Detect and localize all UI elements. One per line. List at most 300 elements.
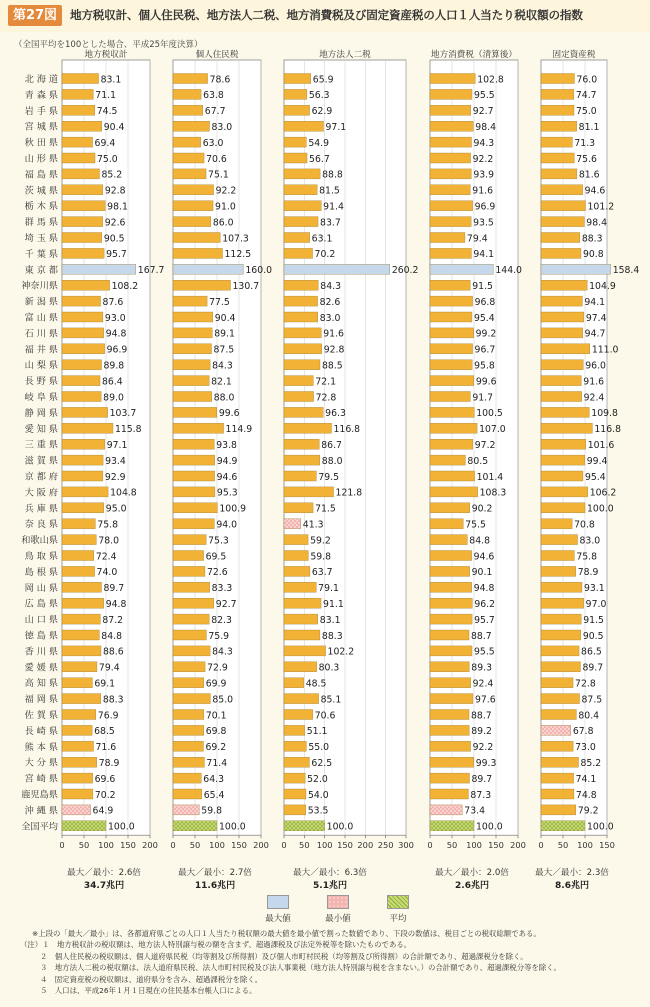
tick-label: 100	[209, 840, 225, 851]
data-label: 53.5	[307, 805, 329, 817]
category-label: 愛 知 県	[24, 423, 58, 435]
data-label: 92.2	[215, 185, 237, 197]
tick-label: 50	[189, 840, 201, 851]
bar	[430, 153, 471, 163]
data-label: 93.5	[473, 217, 494, 229]
data-label: 77.5	[209, 296, 230, 308]
data-label: 71.5	[315, 503, 336, 515]
legend	[248, 895, 448, 925]
category-label: 佐 賀 県	[24, 710, 58, 721]
bar	[430, 598, 472, 608]
data-label: 82.3	[211, 614, 232, 626]
category-label: 高 知 県	[24, 678, 58, 690]
category-label: 宮 崎 県	[24, 773, 58, 785]
bar	[430, 360, 472, 370]
data-label: 96.0	[585, 360, 606, 372]
data-label: 91.7	[472, 392, 494, 404]
data-label: 99.6	[475, 376, 497, 388]
data-label: 73.4	[464, 805, 485, 817]
bar	[541, 153, 574, 163]
data-label: 94.8	[473, 583, 495, 595]
legend-item-min	[308, 895, 368, 924]
category-label: 山 形 県	[24, 153, 58, 165]
data-label: 75.8	[576, 551, 598, 563]
data-label: 72.9	[207, 662, 228, 674]
tick-label: 250	[377, 840, 394, 851]
panel-title: 個人住民税	[195, 50, 239, 60]
footnote: ４ 固定資産税の税収額は、道府県分を含み、超過課税分を除く。	[40, 974, 263, 984]
bar	[173, 646, 210, 656]
bar	[62, 248, 104, 258]
total-label: 11.6兆円	[194, 881, 236, 891]
bar	[284, 328, 321, 338]
bar	[62, 630, 99, 640]
bar	[430, 678, 471, 688]
data-label: 88.0	[213, 392, 235, 404]
category-label: 長 崎 県	[24, 725, 58, 737]
bar	[62, 217, 103, 227]
data-label: 81.1	[578, 122, 600, 133]
bar	[62, 201, 105, 211]
footnotes	[20, 928, 640, 996]
data-label: 100.9	[219, 503, 247, 515]
bar	[541, 185, 583, 195]
data-label: 78.0	[98, 535, 120, 547]
data-label: 102.8	[477, 74, 504, 86]
data-label: 72.8	[315, 392, 337, 404]
data-label: 92.7	[472, 106, 494, 118]
data-label: 94.1	[584, 296, 606, 308]
bar	[541, 773, 574, 783]
bar	[430, 757, 474, 767]
data-label: 88.3	[321, 630, 343, 642]
data-label: 85.2	[101, 169, 123, 181]
category-label: 埼 玉 県	[24, 233, 58, 244]
category-label: 熊 本 県	[24, 741, 58, 753]
data-label: 82.1	[211, 376, 232, 388]
data-label: 97.2	[474, 440, 496, 451]
bar	[284, 89, 307, 99]
data-label: 62.9	[311, 106, 333, 118]
bar	[62, 471, 103, 481]
data-label: 87.6	[102, 296, 124, 308]
data-label: 69.6	[94, 773, 116, 785]
total-label: 2.6兆円	[455, 881, 489, 891]
bar-min	[62, 805, 91, 815]
bar	[430, 694, 473, 704]
data-label: 95.5	[474, 90, 495, 102]
figure-badge: 第27図	[8, 5, 62, 26]
total-label: 34.7兆円	[83, 881, 125, 891]
bar-average	[430, 821, 474, 831]
bar	[173, 280, 231, 290]
bar	[62, 344, 105, 354]
data-label: 87.2	[102, 614, 124, 626]
bar	[62, 535, 96, 545]
bar	[430, 582, 472, 592]
category-label: 島 根 県	[24, 566, 58, 578]
bar	[62, 153, 95, 163]
data-label: 95.7	[474, 614, 495, 626]
tick-label: 200	[142, 840, 158, 851]
data-label: 94.8	[105, 328, 127, 340]
data-label: 63.8	[203, 90, 224, 102]
bar	[541, 89, 574, 99]
panel-title: 地方法人二税	[319, 50, 371, 60]
data-label: 84.8	[469, 535, 491, 547]
bar	[284, 614, 318, 624]
data-label: 92.8	[323, 344, 345, 356]
bar	[541, 471, 583, 481]
data-label: 84.3	[320, 281, 341, 292]
bar	[541, 789, 574, 799]
ratio-label: 最大／最小：2.6倍	[67, 868, 141, 878]
data-label: 83.7	[320, 217, 341, 229]
bar	[62, 757, 97, 767]
category-label: 岡 山 県	[24, 582, 58, 594]
tick-label: 200	[253, 840, 269, 851]
category-label: 香 川 県	[24, 646, 58, 658]
bar	[62, 487, 108, 497]
data-label: 69.8	[205, 726, 227, 738]
data-label: 90.2	[471, 503, 493, 515]
legend-swatch-min	[327, 895, 349, 909]
category-label: 福 島 県	[24, 169, 58, 181]
data-label: 75.5	[465, 519, 486, 531]
data-label: 91.5	[472, 281, 493, 292]
bar	[173, 137, 201, 147]
bar	[173, 789, 202, 799]
category-label: 沖 縄 県	[24, 805, 58, 817]
data-label: 92.4	[472, 678, 494, 690]
data-label: 89.7	[582, 662, 604, 674]
data-label: 92.9	[104, 471, 126, 483]
bar-average	[284, 821, 325, 831]
data-label: 95.4	[473, 312, 495, 324]
data-label: 92.6	[104, 217, 126, 229]
bar	[284, 487, 334, 497]
data-label: 70.6	[206, 153, 227, 165]
bar	[62, 439, 105, 449]
category-label: 富 山 県	[24, 312, 58, 324]
data-label: 107.3	[222, 233, 249, 245]
bar	[541, 169, 577, 179]
data-label: 83.1	[319, 614, 341, 626]
data-label: 70.6	[314, 710, 336, 722]
data-label: 83.1	[100, 74, 122, 86]
bar	[173, 392, 212, 402]
bar	[62, 360, 102, 370]
bar	[284, 503, 313, 513]
data-label: 92.4	[583, 392, 605, 404]
data-label: 101.4	[476, 471, 504, 483]
data-label: 96.8	[474, 296, 496, 308]
category-label: 鳥 取 県	[24, 551, 58, 562]
bar	[173, 566, 205, 576]
data-label: 74.5	[96, 106, 118, 118]
data-label: 95.7	[106, 249, 127, 261]
data-label: 89.7	[103, 583, 125, 595]
bar	[284, 233, 310, 243]
bar	[430, 646, 472, 656]
bar	[173, 582, 210, 592]
data-label: 160.0	[245, 265, 273, 277]
data-label: 69.4	[94, 137, 116, 149]
bar	[430, 455, 465, 465]
data-label: 101.2	[587, 201, 615, 213]
bar	[284, 646, 326, 656]
data-label: 94.6	[216, 471, 238, 483]
data-label: 70.2	[94, 789, 116, 801]
data-label: 82.6	[319, 296, 341, 308]
data-label: 91.4	[323, 201, 344, 213]
bar	[173, 535, 206, 545]
bar	[284, 121, 323, 131]
tick-label: 0	[281, 840, 287, 851]
data-label: 71.4	[206, 758, 228, 769]
category-label: 千 葉 県	[24, 248, 58, 260]
panel-title: 地方消費税（清算後）	[431, 50, 517, 60]
data-label: 96.2	[474, 599, 496, 610]
ratio-label: 最大／最小：2.7倍	[178, 868, 252, 878]
bar	[284, 248, 313, 258]
data-label: 84.3	[212, 646, 233, 658]
bar	[173, 471, 215, 481]
bar	[541, 678, 573, 688]
bar	[62, 105, 95, 115]
bar	[284, 137, 306, 147]
bar	[541, 328, 583, 338]
data-label: 79.5	[318, 471, 340, 483]
data-label: 102.2	[327, 646, 355, 658]
data-label: 74.8	[575, 789, 597, 801]
data-label: 116.8	[333, 424, 361, 436]
tick-label: 200	[357, 840, 374, 851]
tick-label: 100	[316, 840, 333, 851]
footnote: （注）１ 地方税収計の税収額は、地方法人特別譲与税の額を含まず、超過課税及び法定外税等を除いたものである。	[20, 940, 412, 950]
category-label: 茨 城 県	[24, 185, 58, 197]
data-label: 92.7	[215, 599, 237, 610]
bar	[541, 662, 580, 672]
category-label: 三 重 県	[24, 439, 58, 451]
bar	[173, 360, 210, 370]
category-label: 愛 媛 県	[24, 662, 58, 674]
data-label: 83.3	[211, 583, 233, 595]
data-label: 95.5	[474, 646, 495, 658]
bar	[541, 582, 582, 592]
data-label: 92.8	[104, 185, 126, 197]
data-label: 93.9	[473, 169, 495, 181]
ratio-label: 最大／最小：2.0倍	[435, 868, 509, 878]
bar	[430, 407, 474, 417]
bar	[430, 503, 470, 513]
data-label: 84.8	[101, 630, 123, 642]
bar	[173, 551, 204, 561]
data-label: 96.9	[474, 201, 496, 213]
data-label: 114.9	[225, 424, 253, 436]
data-label: 89.2	[471, 726, 492, 738]
tick-label: 150	[488, 840, 504, 851]
data-label: 130.7	[232, 281, 260, 292]
bar	[62, 582, 101, 592]
bar	[62, 646, 101, 656]
category-label: 岐 阜 県	[24, 392, 58, 403]
data-label: 83.0	[211, 122, 233, 133]
legend-item-max	[248, 895, 308, 924]
data-label: 54.9	[308, 137, 330, 149]
tick-label: 0	[427, 840, 433, 851]
data-label: 75.3	[208, 535, 229, 547]
data-label: 108.2	[111, 281, 139, 292]
data-label: 93.0	[104, 312, 126, 324]
category-label: 徳 島 県	[24, 630, 58, 642]
data-label: 88.5	[321, 360, 343, 372]
bar	[173, 773, 201, 783]
bar	[430, 169, 471, 179]
data-label: 59.8	[201, 805, 223, 817]
bar	[284, 598, 321, 608]
data-label: 97.1	[325, 122, 347, 133]
data-label: 86.0	[212, 217, 234, 229]
tick-label: 150	[231, 840, 247, 851]
data-label: 90.8	[582, 249, 604, 261]
data-label: 81.5	[319, 185, 340, 197]
bar	[62, 74, 99, 84]
panel-title: 地方税収計	[84, 50, 128, 60]
bar	[541, 233, 580, 243]
bar	[284, 296, 318, 306]
data-label: 85.1	[320, 694, 342, 706]
tick-label: 200	[510, 840, 526, 851]
tick-label: 100	[98, 840, 114, 851]
bar	[541, 646, 579, 656]
data-label: 91.6	[472, 185, 494, 197]
data-label: 75.9	[208, 630, 230, 642]
data-label: 63.7	[311, 567, 333, 579]
bar	[430, 121, 473, 131]
bar	[541, 105, 574, 115]
data-label: 94.8	[105, 599, 127, 610]
bar	[62, 328, 104, 338]
bar	[430, 614, 472, 624]
data-label: 167.7	[137, 265, 165, 277]
page-title: 地方税収計、個人住民税、地方法人二税、地方消費税及び固定資産税の人口１人当たり税収額の指数	[70, 8, 583, 22]
data-label: 86.7	[321, 440, 342, 451]
bar	[173, 519, 214, 529]
data-label: 52.0	[307, 773, 328, 785]
data-label: 87.5	[581, 694, 603, 706]
bar	[430, 710, 469, 720]
data-label: 70.8	[574, 519, 595, 531]
data-label: 92.2	[472, 153, 494, 165]
bar	[541, 694, 580, 704]
bar	[430, 105, 471, 115]
bar	[62, 725, 92, 735]
bar	[173, 376, 209, 386]
data-label: 88.6	[102, 646, 124, 658]
category-label: 北 海 道	[24, 74, 58, 85]
tick-label: 150	[120, 840, 136, 851]
bar	[541, 201, 586, 211]
category-label: 秋 田 県	[24, 137, 58, 149]
data-label: 99.4	[586, 455, 608, 467]
data-label: 63.1	[311, 233, 333, 245]
bar	[62, 376, 100, 386]
category-label: 東 京 都	[24, 264, 58, 276]
data-label: 107.0	[479, 424, 506, 436]
bar	[541, 423, 592, 433]
data-label: 70.1	[205, 710, 227, 722]
bar	[62, 185, 103, 195]
category-label: 山 梨 県	[24, 360, 58, 372]
data-label: 86.5	[581, 646, 602, 658]
category-label: 神奈川県	[21, 280, 58, 292]
data-label: 68.5	[94, 726, 115, 738]
data-label: 97.0	[585, 599, 607, 610]
bar	[62, 407, 108, 417]
tick-label: 0	[170, 840, 176, 851]
bar	[430, 185, 470, 195]
data-label: 84.3	[212, 360, 233, 372]
bar	[284, 217, 318, 227]
data-label: 100.5	[476, 408, 503, 420]
bar	[430, 551, 472, 561]
data-label: 94.6	[473, 551, 495, 563]
data-label: 95.8	[474, 360, 495, 372]
bar	[62, 789, 93, 799]
bar	[541, 407, 589, 417]
bar	[173, 74, 208, 84]
bar	[541, 376, 581, 386]
bar	[430, 471, 475, 481]
data-label: 80.4	[578, 710, 600, 722]
bar	[284, 74, 311, 84]
bar	[62, 694, 101, 704]
data-label: 76.0	[576, 74, 598, 86]
bar	[430, 725, 469, 735]
category-label: 宮 城 県	[24, 121, 58, 133]
data-label: 79.2	[577, 805, 599, 817]
data-label: 108.3	[479, 487, 507, 499]
bar	[173, 407, 217, 417]
data-label: 93.1	[583, 583, 605, 595]
ratio-label: 最大／最小：6.3倍	[293, 868, 367, 878]
data-label: 90.5	[582, 630, 604, 642]
bar	[173, 678, 204, 688]
bar	[62, 455, 103, 465]
bar	[284, 773, 305, 783]
bar	[541, 710, 576, 720]
ratio-label: 最大／最小：2.3倍	[535, 868, 609, 878]
bar	[284, 280, 318, 290]
tick-label: 150	[599, 840, 615, 851]
bar	[430, 233, 465, 243]
category-label: 新 潟 県	[24, 296, 58, 308]
data-label: 95.3	[216, 487, 238, 499]
data-label: 75.0	[97, 153, 118, 165]
data-label: 71.6	[95, 742, 117, 754]
data-label: 112.5	[224, 249, 252, 261]
tick-label: 150	[337, 840, 353, 851]
tick-label: 50	[446, 840, 458, 851]
bar-average	[541, 821, 585, 831]
data-label: 69.1	[94, 678, 116, 690]
data-label: 93.4	[105, 455, 126, 467]
bar	[430, 519, 463, 529]
bar	[284, 169, 320, 179]
data-label: 88.7	[471, 710, 492, 722]
legend-label-min: 最小値	[325, 914, 351, 924]
